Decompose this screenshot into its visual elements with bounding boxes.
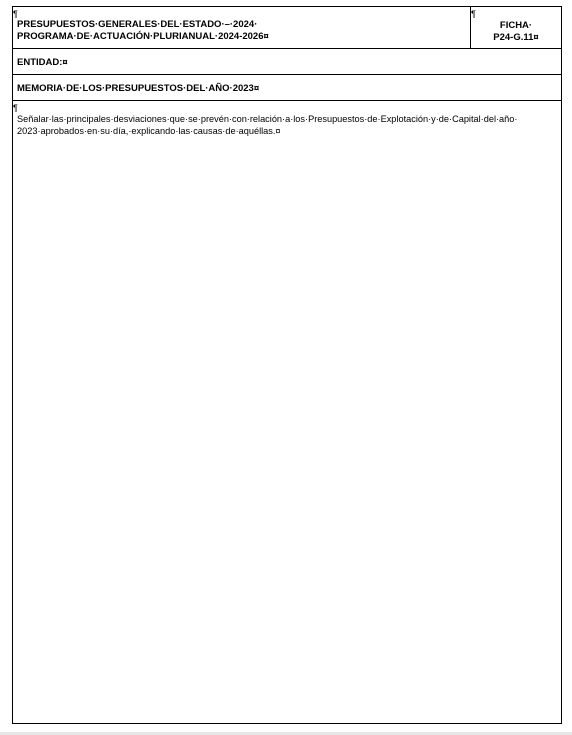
title-cell (13, 7, 471, 48)
ficha-number: P24-G.11¤ (493, 32, 539, 43)
instruction-text (17, 114, 557, 137)
title-line-1: PRESUPUESTOS·GENERALES·DEL·ESTADO·–·2024· (17, 19, 258, 30)
entidad-label: ENTIDAD:¤ (17, 57, 68, 68)
document-title (17, 19, 269, 43)
form-sheet (12, 6, 562, 724)
memoria-row (13, 75, 561, 101)
pilcrow-mark: ¶ (13, 103, 18, 113)
pilcrow-mark: ¶ (13, 9, 18, 19)
entidad-row[interactable] (13, 49, 561, 75)
memoria-text-area[interactable] (13, 101, 561, 723)
ficha-label: FICHA· (499, 20, 533, 31)
header-row (13, 7, 561, 49)
ficha-code (471, 20, 561, 44)
ficha-cell (471, 7, 561, 48)
memoria-heading: MEMORIA·DE·LOS·PRESUPUESTOS·DEL·AÑO·2023¤ (17, 83, 260, 94)
instruction-line-2: 2023·aprobados·en·su·día,·explicando·las·causas·de·aquéllas.¤ (17, 125, 281, 136)
title-line-2: PROGRAMA·DE·ACTUACIÓN·PLURIANUAL·2024-2026¤ (17, 31, 269, 42)
instruction-line-1: Señalar·las·principales·desviaciones·que·se·prevén·con·relación·a·los·Presupuestos·de·Explotación·y·de·Capital·del·año· (17, 114, 518, 124)
pilcrow-mark: ¶ (471, 9, 476, 19)
